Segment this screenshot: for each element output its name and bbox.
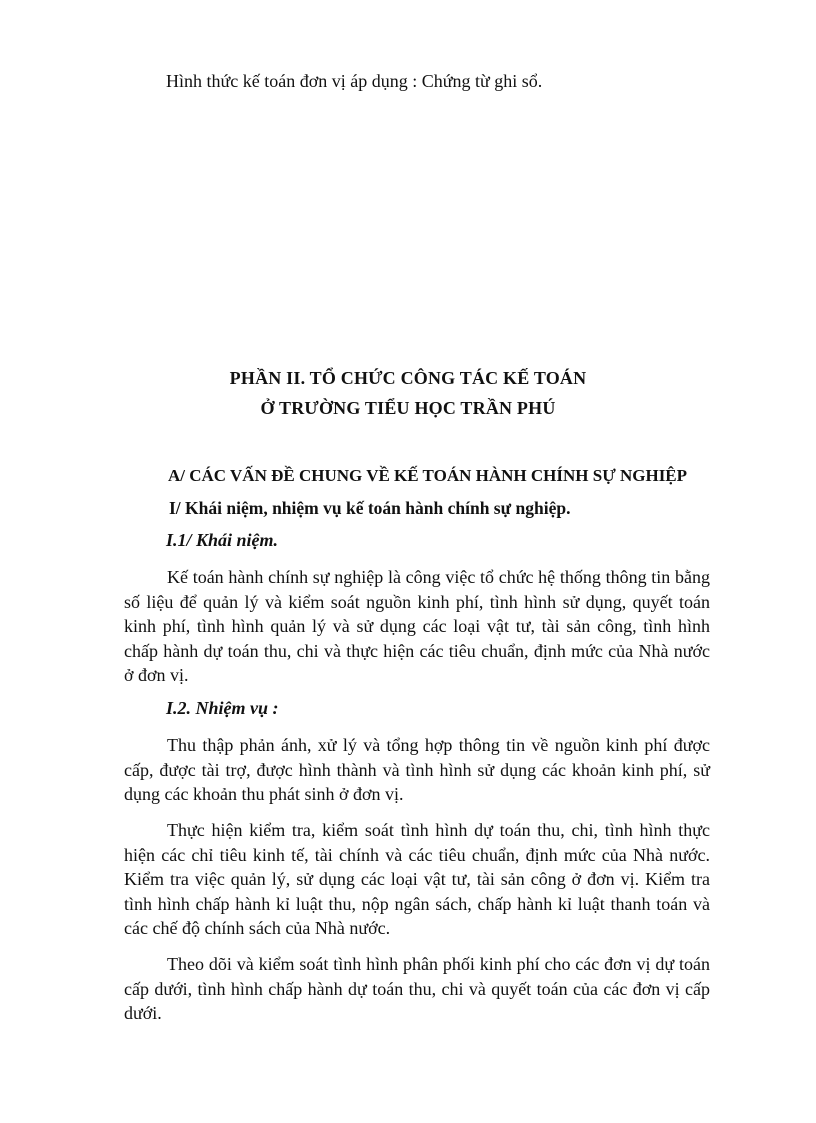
- subsection-i-heading: I/ Khái niệm, nhiệm vụ kế toán hành chính sự nghiệp.: [169, 498, 571, 518]
- concept-paragraph: Kế toán hành chính sự nghiệp là công việc tổ chức hệ thống thông tin bằng số liệu để quản lý và kiểm soát nguồn kinh phí, tình hình sử dụng, quyết toán kinh phí, tình hình quản lý và sử dụng các loại vật tư, tài sản công, tình hình chấp hành dự toán thu, chi và thực hiện các tiêu chuẩn, định mức của Nhà nước ở đơn vị.: [124, 567, 710, 685]
- accounting-form-line: Hình thức kế toán đơn vị áp dụng : Chứng từ ghi sổ.: [166, 71, 543, 91]
- duties-paragraph-2: Thực hiện kiểm tra, kiểm soát tình hình dự toán thu, chi, tình hình thực hiện các chỉ tiêu kinh tế, tài chính và các tiêu chuẩn, định mức của Nhà nước. Kiểm tra việc quản lý, sử dụng các loại vật tư, tài sản công ở đơn vị. Kiểm tra tình hình chấp hành kỉ luật thu, nộp ngân sách, chấp hành kỉ luật thanh toán và các chế độ chính sách của Nhà nước.: [124, 820, 710, 938]
- concept-heading: I.1/ Khái niệm.: [166, 530, 279, 550]
- part-title-line-1: PHẦN II. TỔ CHỨC CÔNG TÁC KẾ TOÁN: [229, 368, 587, 388]
- duties-heading: I.2. Nhiệm vụ :: [166, 698, 279, 718]
- duties-paragraph-3: Theo dõi và kiểm soát tình hình phân phối kinh phí cho các đơn vị dự toán cấp dưới, tình hình chấp hành dự toán thu, chi và quyết toán của các đơn vị cấp dưới.: [124, 954, 710, 1023]
- part-title-line-2: Ở TRƯỜNG TIỂU HỌC TRẦN PHÚ: [260, 398, 556, 418]
- duties-paragraph-1: Thu thập phản ánh, xử lý và tổng hợp thông tin về nguồn kinh phí được cấp, được tài trợ, được hình thành và tình hình sử dụng các khoản kinh phí, sử dụng các khoản thu phát sinh ở đơn vị.: [124, 735, 710, 804]
- section-a-heading: A/ CÁC VẤN ĐỀ CHUNG VỀ KẾ TOÁN HÀNH CHÍNH SỰ NGHIỆP: [168, 466, 688, 485]
